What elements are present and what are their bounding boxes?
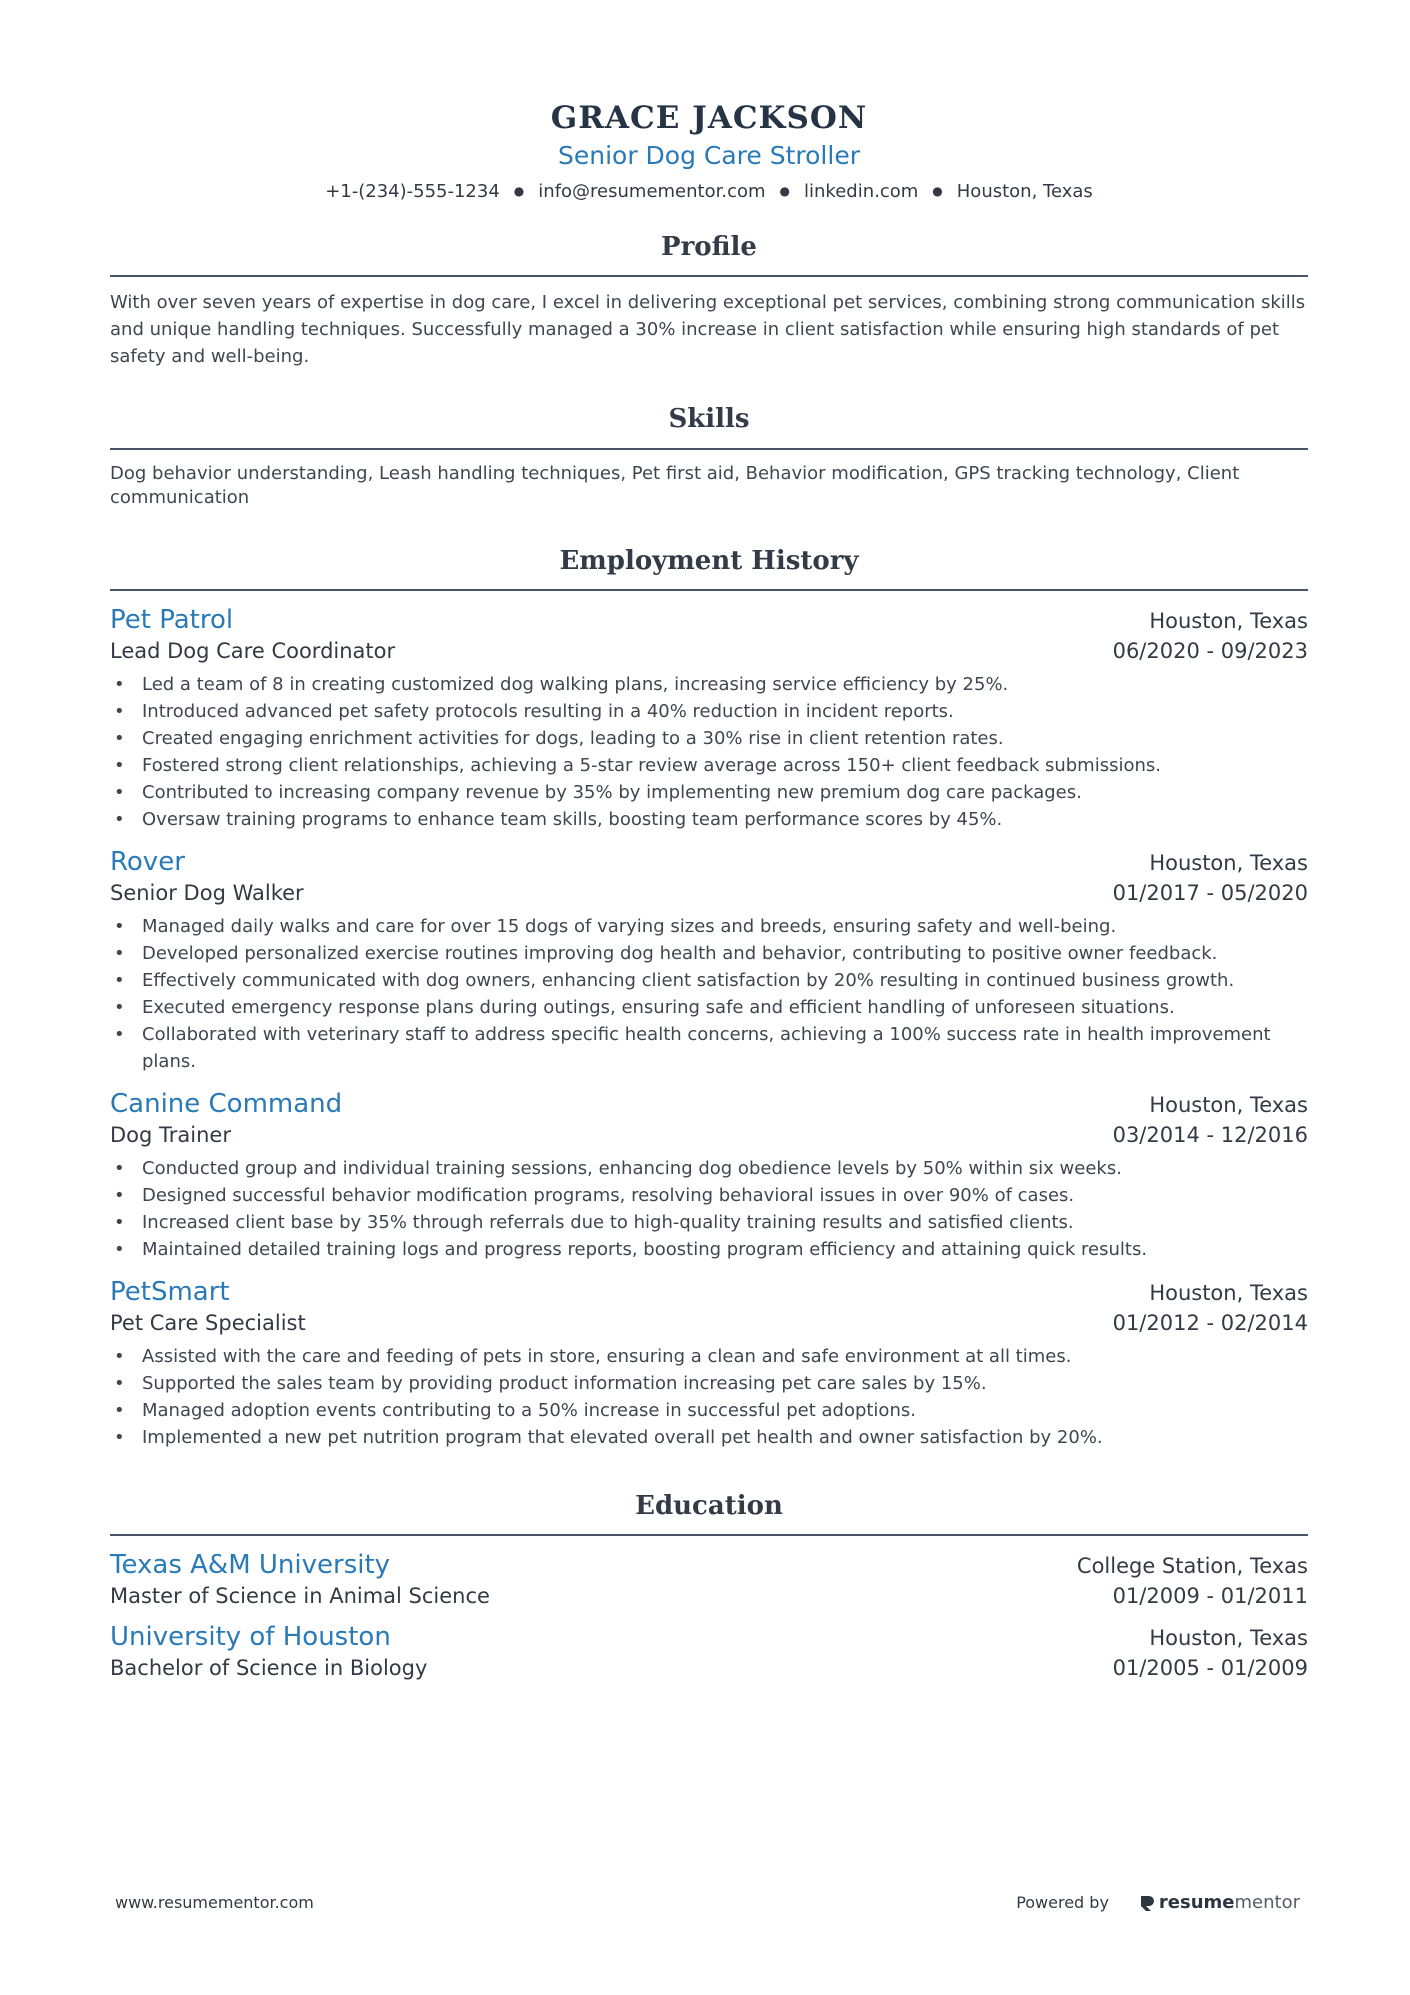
job-entry — [110, 1089, 1308, 1263]
section-divider — [110, 448, 1308, 450]
bullet-item: • Managed adoption events contributing to a 50% increase in successful pet adoptions. — [110, 1397, 1308, 1424]
bullet-item: • Managed daily walks and care for over 15 dogs of varying sizes and breeds, ensuring safety and well-being. — [110, 913, 1308, 940]
contact-location: Houston, Texas — [956, 181, 1093, 203]
skills-text: Dog behavior understanding, Leash handling techniques, Pet first aid, Behavior modification, GPS tracking technology, Client communication — [110, 462, 1240, 508]
company-name: Rover — [110, 846, 185, 877]
company-name: Canine Command — [110, 1088, 343, 1119]
bullet-item: • Introduced advanced pet safety protocols resulting in a 40% reduction in incident reports. — [110, 698, 1308, 725]
contact-line — [110, 181, 1308, 202]
bullet-item: • Fostered strong client relationships, achieving a 5-star review average across 150+ client feedback submissions. — [110, 752, 1308, 779]
job-bullets — [110, 1343, 1308, 1451]
school-location: Houston, Texas — [1149, 1625, 1308, 1650]
section-divider — [110, 589, 1308, 591]
job-entry — [110, 1277, 1308, 1451]
education-section — [110, 1491, 1308, 1680]
bullet-item: • Contributed to increasing company revenue by 35% by implementing new premium dog care packages. — [110, 779, 1308, 806]
resume-header — [110, 100, 1308, 202]
education-entry — [110, 1550, 1308, 1608]
school-list — [110, 1550, 1308, 1680]
page-footer — [115, 1892, 1300, 1913]
bullet-item: • Supported the sales team by providing product information increasing pet care sales by 15%. — [110, 1370, 1308, 1397]
degree-dates: 01/2009 - 01/2011 — [1112, 1583, 1308, 1608]
bullet-item: • Executed emergency response plans during outings, ensuring safe and efficient handling of unforeseen situations. — [110, 994, 1308, 1021]
job-header-row — [110, 1089, 1308, 1119]
brand-name-light: mentor — [1234, 1892, 1300, 1913]
section-title: Profile — [661, 232, 757, 263]
bullet-item: • Implemented a new pet nutrition program that elevated overall pet health and owner satisfaction by 20%. — [110, 1424, 1308, 1451]
job-location: Houston, Texas — [1149, 1092, 1308, 1117]
school-name: University of Houston — [110, 1621, 391, 1652]
job-role: Pet Care Specialist — [110, 1310, 306, 1335]
job-header-row — [110, 1277, 1308, 1307]
bullet-item: • Created engaging enrichment activities for dogs, leading to a 30% rise in client retention rates. — [110, 725, 1308, 752]
job-location: Houston, Texas — [1149, 850, 1308, 875]
job-entry — [110, 847, 1308, 1075]
bullet-item: • Designed successful behavior modification programs, resolving behavioral issues in over 90% of cases. — [110, 1182, 1308, 1209]
section-divider — [110, 1534, 1308, 1536]
contact-linkedin: linkedin.com — [804, 181, 919, 203]
job-location: Houston, Texas — [1149, 608, 1308, 633]
job-role: Lead Dog Care Coordinator — [110, 638, 396, 663]
footer-branding — [1016, 1892, 1300, 1913]
profile-section — [110, 232, 1308, 370]
candidate-title: Senior Dog Care Stroller — [557, 141, 860, 171]
job-role-row — [110, 881, 1308, 905]
brand-logo[interactable] — [1139, 1892, 1300, 1913]
job-dates: 06/2020 - 09/2023 — [1112, 638, 1308, 663]
powered-by-label: Powered by — [1016, 1893, 1109, 1912]
bullet-item: • Conducted group and individual training sessions, enhancing dog obedience levels by 50% within six weeks. — [110, 1155, 1308, 1182]
separator-dot: ● — [779, 184, 790, 199]
school-name: Texas A&M University — [110, 1549, 391, 1580]
employment-section — [110, 546, 1308, 1451]
section-title: Education — [635, 1490, 783, 1521]
bullet-item: • Increased client base by 35% through referrals due to high-quality training results and satisfied clients. — [110, 1209, 1308, 1236]
job-dates: 03/2014 - 12/2016 — [1112, 1122, 1308, 1147]
footer-website[interactable]: www.resumementor.com — [115, 1893, 314, 1912]
profile-text: With over seven years of expertise in dog care, I excel in delivering exceptional pet services, combining strong communication skills and unique handling techniques. Successfully managed a 30% increase in client satisfaction while ensuring high standards of pet safety and well-being. — [110, 292, 1306, 368]
job-location: Houston, Texas — [1149, 1280, 1308, 1305]
resume-content — [110, 100, 1308, 1680]
separator-dot: ● — [513, 184, 525, 199]
candidate-name: GRACE JACKSON — [550, 100, 868, 136]
degree-name: Master of Science in Animal Science — [110, 1583, 490, 1608]
education-entry — [110, 1622, 1308, 1680]
job-role-row — [110, 1311, 1308, 1335]
company-name: PetSmart — [110, 1276, 230, 1307]
degree-dates: 01/2005 - 01/2009 — [1112, 1655, 1308, 1680]
bullet-item: • Effectively communicated with dog owners, enhancing client satisfaction by 20% resulting in continued business growth. — [110, 967, 1308, 994]
section-title: Employment History — [559, 545, 859, 576]
job-role: Senior Dog Walker — [110, 880, 304, 905]
job-role-row — [110, 1123, 1308, 1147]
job-list — [110, 605, 1308, 1451]
contact-email: info@resumementor.com — [538, 181, 766, 203]
brand-mark-icon — [1139, 1894, 1155, 1912]
job-bullets — [110, 913, 1308, 1075]
brand-name-bold: resume — [1158, 1892, 1235, 1913]
company-name: Pet Patrol — [110, 604, 234, 635]
bullet-item: • Developed personalized exercise routines improving dog health and behavior, contributing to positive owner feedback. — [110, 940, 1308, 967]
degree-name: Bachelor of Science in Biology — [110, 1655, 428, 1680]
school-header-row — [110, 1622, 1308, 1652]
job-header-row — [110, 847, 1308, 877]
job-role-row — [110, 639, 1308, 663]
bullet-item: • Collaborated with veterinary staff to address specific health concerns, achieving a 100% success rate in health improvement plans. — [110, 1021, 1308, 1075]
skills-section — [110, 404, 1308, 509]
job-header-row — [110, 605, 1308, 635]
job-role: Dog Trainer — [110, 1122, 231, 1147]
separator-dot: ● — [932, 184, 943, 199]
job-bullets — [110, 1155, 1308, 1263]
job-dates: 01/2017 - 05/2020 — [1112, 880, 1308, 905]
degree-row — [110, 1584, 1308, 1608]
section-divider — [110, 275, 1308, 277]
school-header-row — [110, 1550, 1308, 1580]
job-dates: 01/2012 - 02/2014 — [1112, 1310, 1308, 1335]
job-entry — [110, 605, 1308, 833]
bullet-item: • Oversaw training programs to enhance team skills, boosting team performance scores by 45%. — [110, 806, 1308, 833]
bullet-item: • Maintained detailed training logs and progress reports, boosting program efficiency and attaining quick results. — [110, 1236, 1308, 1263]
degree-row — [110, 1656, 1308, 1680]
school-location: College Station, Texas — [1076, 1553, 1308, 1578]
section-title: Skills — [668, 404, 750, 435]
contact-phone: +1-(234)-555-1234 — [325, 181, 500, 203]
bullet-item: • Assisted with the care and feeding of pets in store, ensuring a clean and safe environment at all times. — [110, 1343, 1308, 1370]
bullet-item: • Led a team of 8 in creating customized dog walking plans, increasing service efficiency by 25%. — [110, 671, 1308, 698]
job-bullets — [110, 671, 1308, 833]
